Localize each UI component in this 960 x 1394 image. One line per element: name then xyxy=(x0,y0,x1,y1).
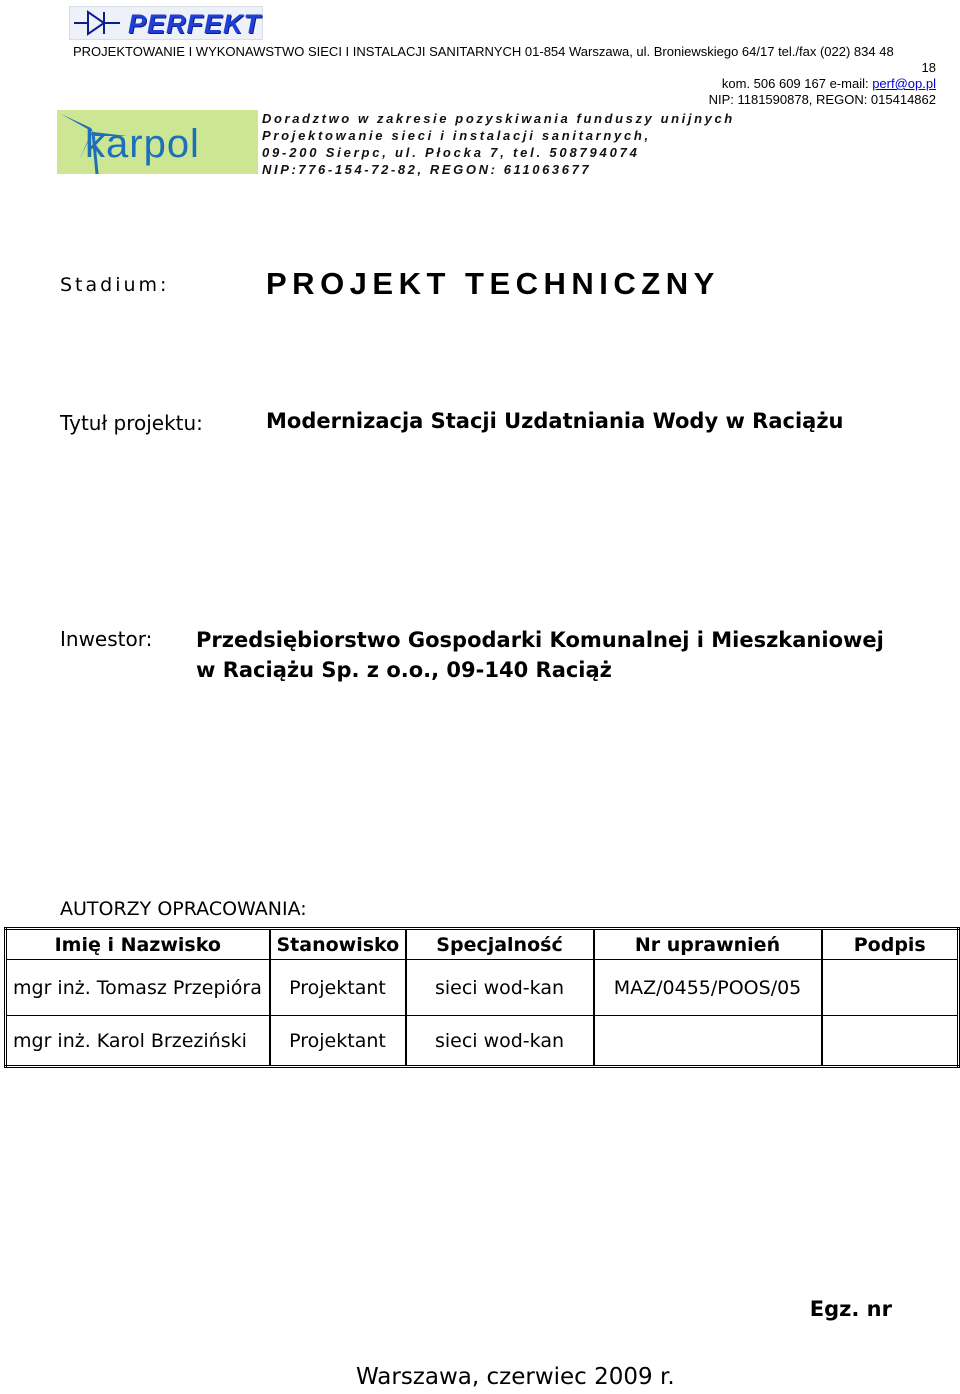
author-signature xyxy=(822,1016,959,1067)
table-row xyxy=(6,1016,959,1067)
author-specialty: sieci wod-kan xyxy=(406,1016,594,1067)
copy-number-label: Egz. nr xyxy=(809,1297,892,1321)
perfekt-mobile: kom. 506 609 167 e-mail: xyxy=(721,76,873,91)
perfekt-email-link[interactable]: perf@op.pl xyxy=(872,76,936,91)
karpol-logo xyxy=(57,110,258,174)
investor-address-line: w Raciążu Sp. z o.o., 09-140 Raciąż xyxy=(196,658,612,682)
project-title-label: Tytuł projektu: xyxy=(60,411,203,435)
author-license: MAZ/0455/POOS/05 xyxy=(594,960,822,1016)
perfekt-company-line: PROJEKTOWANIE I WYKONAWSTWO SIECI I INSTALACJI SANITARNYCH 01-854 Warszawa, ul. Broniewskiego 64/17 tel./fax (022) 834 48 xyxy=(73,44,894,59)
col-header-specialty: Specjalność xyxy=(406,929,594,960)
col-header-license: Nr uprawnień xyxy=(594,929,822,960)
perfekt-nip-regon: NIP: 1181590878, REGON: 015414862 xyxy=(708,92,936,107)
investor-label: Inwestor: xyxy=(60,627,153,651)
authors-table xyxy=(4,927,960,1068)
author-name: mgr inż. Karol Brzeziński xyxy=(6,1016,270,1067)
author-specialty: sieci wod-kan xyxy=(406,960,594,1016)
table-row xyxy=(6,960,959,1016)
diode-symbol-icon xyxy=(74,9,122,37)
perfekt-phone-continuation: 18 xyxy=(921,60,936,75)
perfekt-logo xyxy=(69,6,263,40)
place-and-date: Warszawa, czerwiec 2009 r. xyxy=(356,1364,675,1390)
karpol-address-line: 09-200 Sierpc, ul. Płocka 7, tel. 508794074 xyxy=(262,145,640,160)
author-signature xyxy=(822,960,959,1016)
col-header-name: Imię i Nazwisko xyxy=(6,929,270,960)
perfekt-logo-text: PERFEKT xyxy=(128,9,262,39)
stadium-value: PROJEKT TECHNICZNY xyxy=(266,266,720,301)
authors-heading: AUTORZY OPRACOWANIA: xyxy=(60,898,307,920)
karpol-logo-text: karpol xyxy=(85,122,200,166)
author-license xyxy=(594,1016,822,1067)
perfekt-contact-line xyxy=(722,76,936,92)
col-header-signature: Podpis xyxy=(822,929,959,960)
stadium-label: Stadium: xyxy=(60,274,170,296)
author-position: Projektant xyxy=(270,960,406,1016)
authors-table-header xyxy=(6,929,959,960)
investor-value xyxy=(196,625,884,685)
author-name: mgr inż. Tomasz Przepióra xyxy=(6,960,270,1016)
karpol-nip-regon: NIP:776-154-72-82, REGON: 611063677 xyxy=(262,162,592,177)
author-position: Projektant xyxy=(270,1016,406,1067)
karpol-design-line: Projektowanie sieci i instalacji sanitarnych, xyxy=(262,128,651,143)
investor-name-line: Przedsiębiorstwo Gospodarki Komunalnej i Mieszkaniowej xyxy=(196,628,884,652)
col-header-position: Stanowisko xyxy=(270,929,406,960)
project-title-value: Modernizacja Stacji Uzdatniania Wody w Raciążu xyxy=(266,409,844,433)
karpol-services-line: Doradztwo w zakresie pozyskiwania funduszy unijnych xyxy=(262,111,735,126)
